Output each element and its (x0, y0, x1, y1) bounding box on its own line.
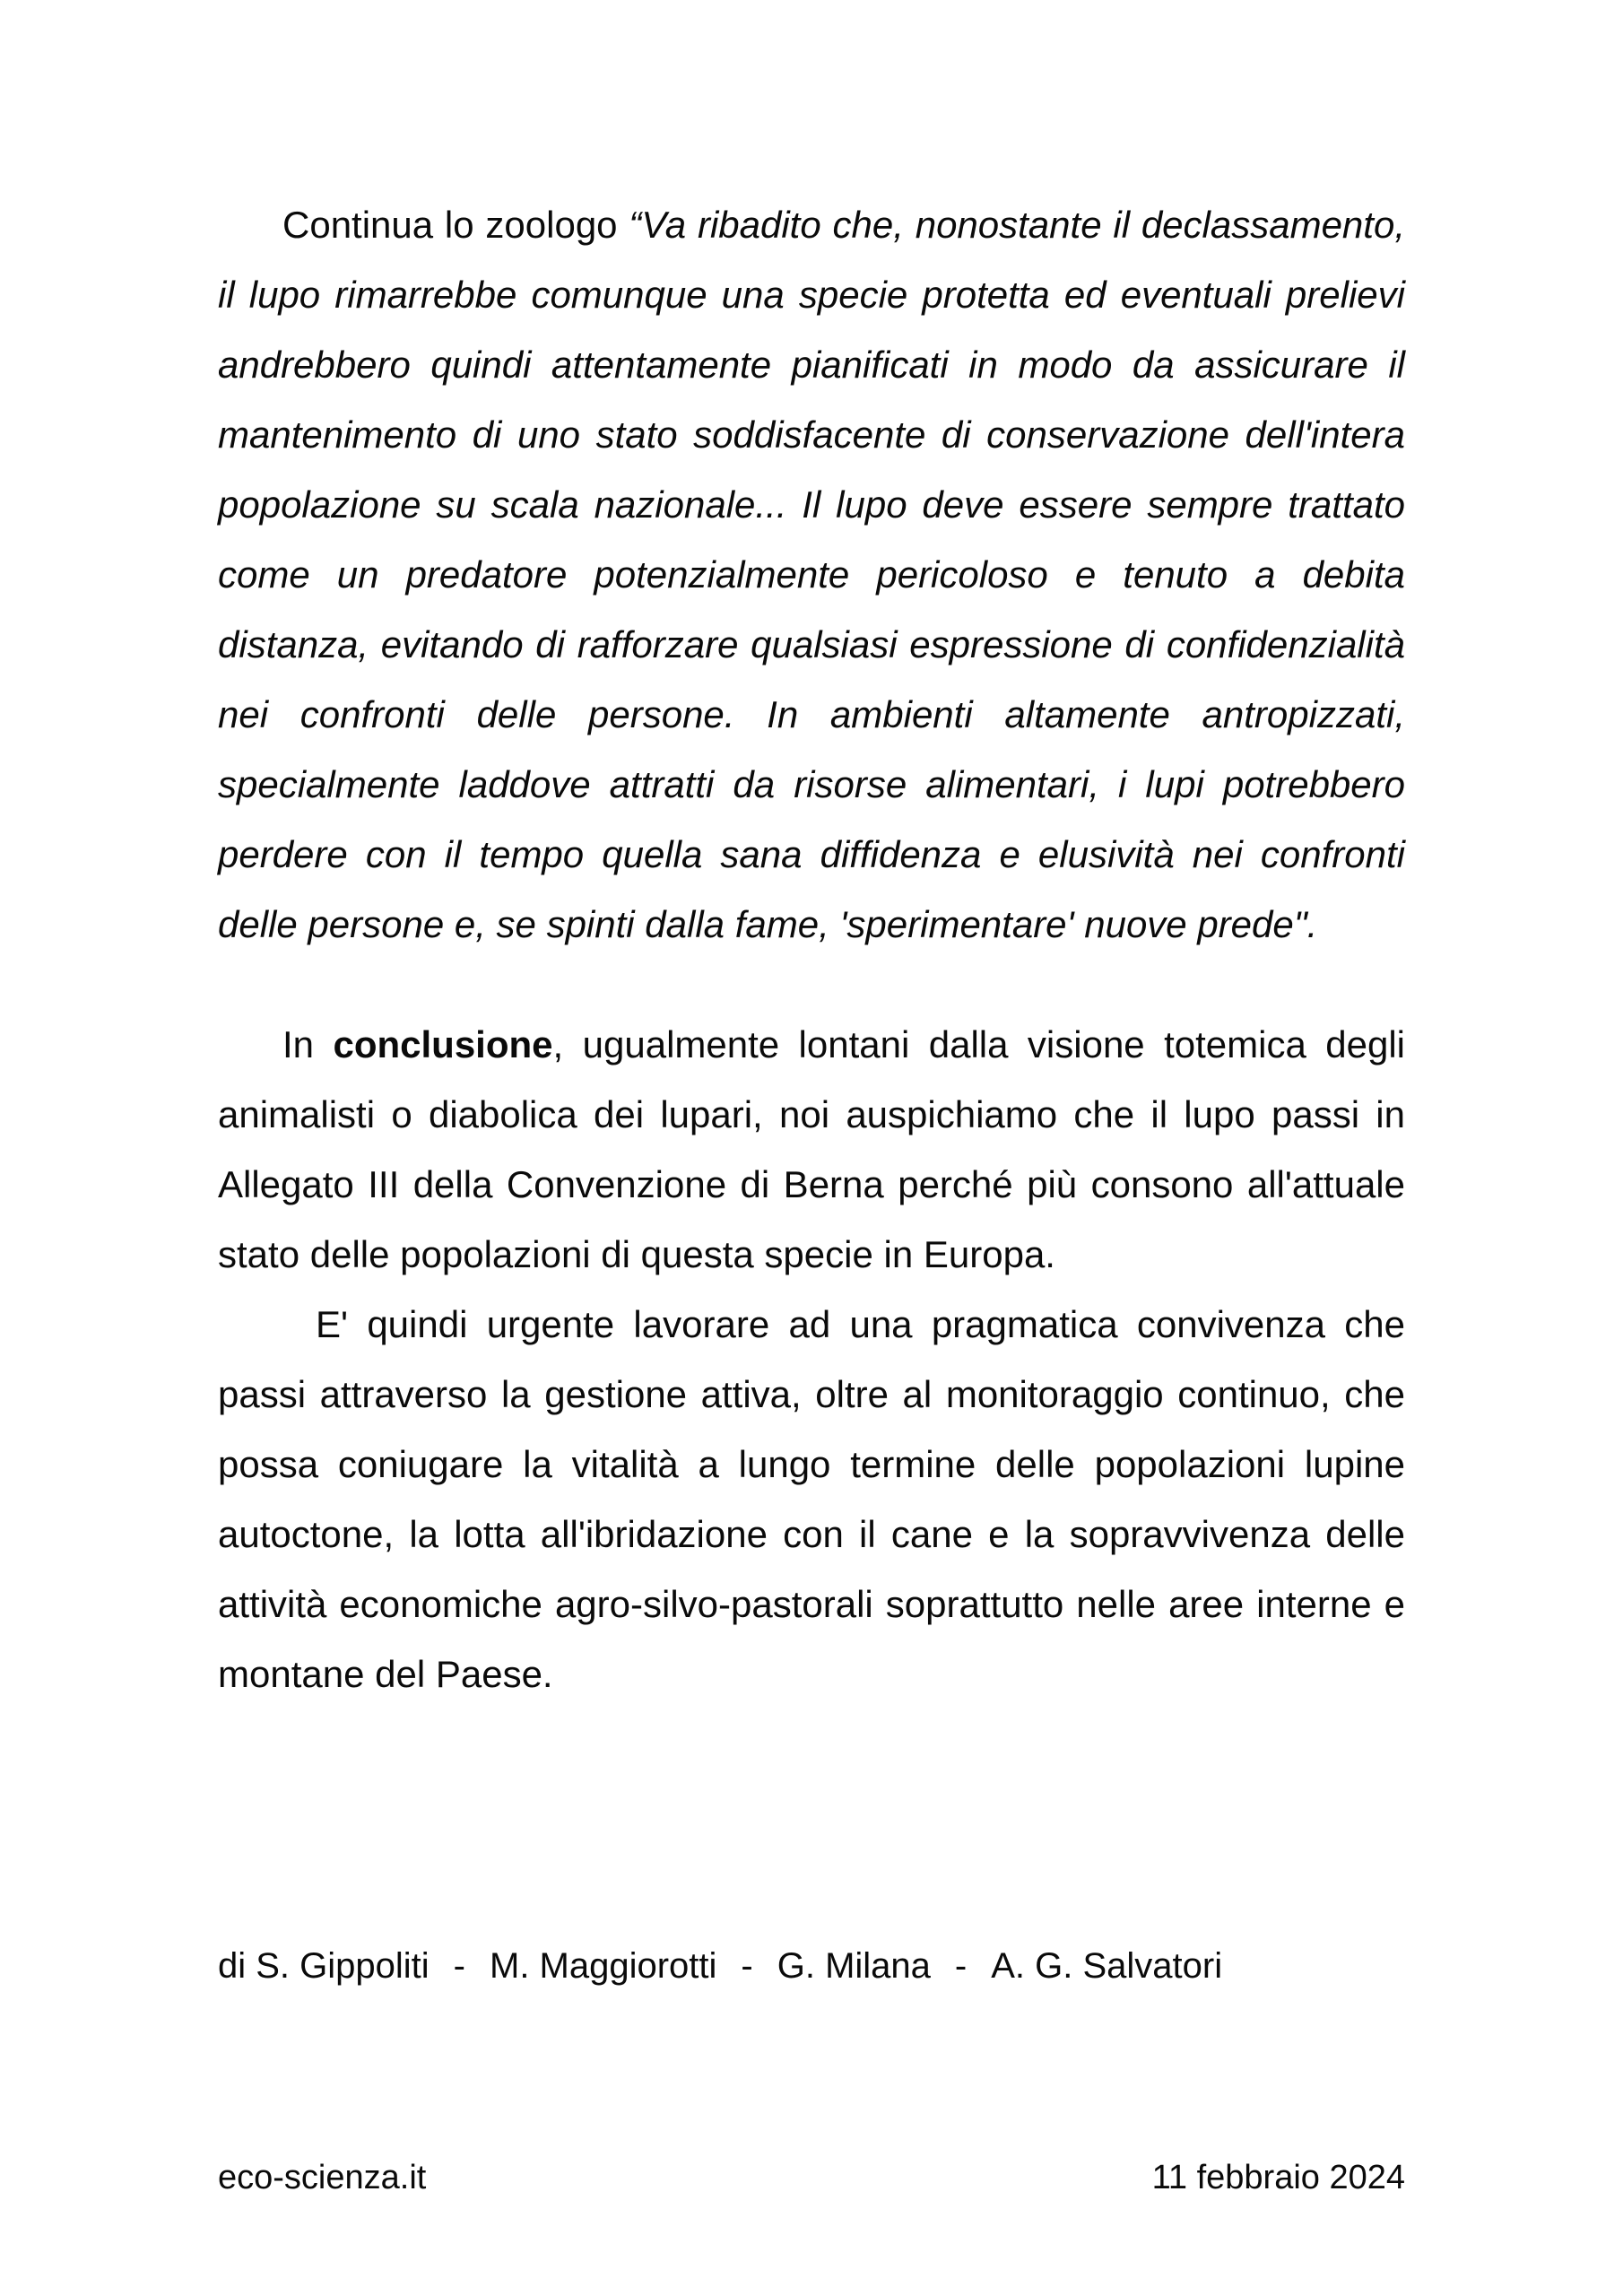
byline-separator: - (741, 1946, 753, 1986)
page-footer (218, 2158, 1405, 2197)
footer-site-name: eco-scienza.it (218, 2159, 427, 2196)
article-body (218, 190, 1405, 1709)
conclusion-bold-word: conclusione (333, 1023, 553, 1065)
byline-author: A. G. Salvatori (991, 1946, 1223, 1986)
paragraph-final: E' quindi urgente lavorare ad una pragmatica convivenza che passi attraverso la gestione attiva, oltre al monitoraggio continuo, che possa coniugare la vitalità a lungo termine delle popolazioni lupine autoctone, la lotta all'ibridazione con il cane e la sopravvivenza delle attività economiche agro-silvo-pastorali soprattutto nelle aree interne e montane del Paese. (218, 1303, 1405, 1695)
byline-separator: - (453, 1946, 465, 1986)
byline-author: M. Maggiorotti (490, 1946, 717, 1986)
zoologist-quote-text: “Va ribadito che, nonostante il declassamento, il lupo rimarrebbe comunque una specie protetta ed eventuali prelievi andrebbero quindi attentamente pianificati in modo da assicurare il mantenimento di uno stato soddisfacente di conservazione dell'intera popolazione su scala nazionale... Il lupo deve essere sempre trattato come un predatore potenzialmente pericoloso e tenuto a debita distanza, evitando di rafforzare qualsiasi espressione di confidenzialità nei confronti delle persone. In ambienti altamente antropizzati, specialmente laddove attratti da risorse alimentari, i lupi potrebbero perdere con il tempo quella sana diffidenza e elusività nei confronti delle persone e, se spinti dalla fame, 'sperimentare' nuove prede". (218, 204, 1405, 945)
byline-author: di S. Gippoliti (218, 1946, 430, 1986)
conclusion-lead-in: In (282, 1023, 334, 1065)
conclusion-rest: , ugualmente lontani dalla visione totemica degli animalisti o diabolica dei lupari, noi auspichiamo che il lupo passi in Allegato III della Convenzione di Berna perché più consono all'attuale stato delle popolazioni di questa specie in Europa. (218, 1023, 1405, 1275)
byline (218, 1944, 1405, 1987)
footer-date: 11 febbraio 2024 (1151, 2159, 1405, 2196)
byline-separator: - (954, 1946, 968, 1986)
byline-author: G. Milana (777, 1946, 931, 1986)
paragraph-quote (218, 190, 1405, 960)
paragraph-lead-in: Continua lo zoologo (282, 204, 629, 246)
paragraph-conclusion (218, 1010, 1405, 1290)
